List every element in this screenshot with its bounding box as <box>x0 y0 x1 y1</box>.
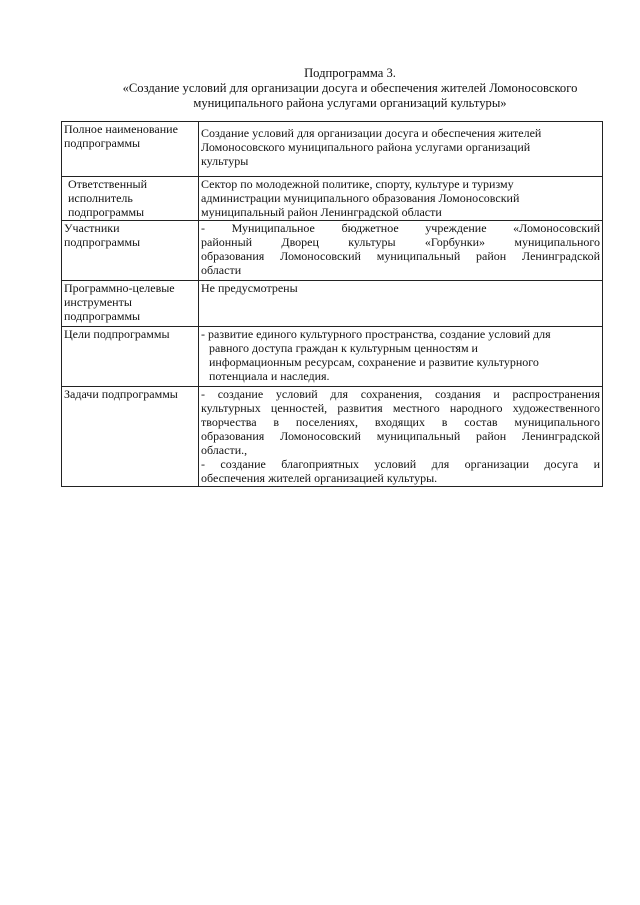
value-line: администрации муниципального образования Ломоносовский <box>201 191 520 205</box>
row-label-goals <box>62 327 199 387</box>
label-line: Задачи подпрограммы <box>64 387 178 401</box>
value-line: - создание условий для сохранения, создания и распространения <box>201 387 600 401</box>
row-label-instruments <box>62 281 199 327</box>
row-value-responsible <box>199 177 603 221</box>
row-label-full-name <box>62 122 199 177</box>
value-line: Сектор по молодежной политике, спорту, культуре и туризму <box>201 177 514 191</box>
row-value-instruments <box>199 281 603 327</box>
value-line: - Муниципальное бюджетное учреждение «Ломоносовский <box>201 221 600 235</box>
value-line: образования Ломоносовский муниципальный район Ленинградской <box>201 249 600 263</box>
value-line: Не предусмотрены <box>201 281 298 295</box>
table-row <box>62 387 603 487</box>
value-line: области., <box>201 443 248 457</box>
label-line: подпрограммы <box>64 235 141 249</box>
value-line: информационным ресурсам, сохранение и развитие культурного <box>209 355 539 369</box>
value-line: равного доступа граждан к культурным ценностям и <box>209 341 478 355</box>
value-line: творчества в поселениях, входящих в состав муниципального <box>201 415 600 429</box>
row-label-participants <box>62 221 199 281</box>
value-line: Ломоносовского муниципального района услугами организаций <box>201 140 531 154</box>
label-line: подпрограммы <box>68 205 145 219</box>
table-row <box>62 122 603 177</box>
label-line: исполнитель <box>68 191 133 205</box>
value-line: образования Ломоносовский муниципальный район Ленинградской <box>201 429 600 443</box>
row-label-tasks <box>62 387 199 487</box>
table-row <box>62 281 603 327</box>
value-line: культурных ценностей, развития местного народного художественного <box>201 401 600 415</box>
label-line: Полное наименование <box>64 122 178 136</box>
label-line: Участники <box>64 221 120 235</box>
subprogram-title-line-1: «Создание условий для организации досуга и обеспечения жителей Ломоносовского <box>122 81 578 95</box>
value-line: - создание благоприятных условий для организации досуга и <box>201 457 600 471</box>
subprogram-title-line-2: муниципального района услугами организаций культуры» <box>193 96 507 110</box>
row-value-tasks <box>199 387 603 487</box>
label-line: подпрограммы <box>64 309 141 323</box>
row-label-responsible <box>62 177 199 221</box>
value-line: - развитие единого культурного пространства, создание условий для <box>201 327 551 341</box>
value-line: культуры <box>201 154 249 168</box>
document-header <box>60 66 640 111</box>
row-value-participants <box>199 221 603 281</box>
subprogram-number: Подпрограмма 3. <box>304 66 396 80</box>
table-row <box>62 177 603 221</box>
label-line: Цели подпрограммы <box>64 327 170 341</box>
value-line: области <box>201 263 242 277</box>
subprogram-passport-table <box>61 121 603 487</box>
value-line: обеспечения жителей организацией культуры. <box>201 471 438 485</box>
label-line: Ответственный <box>68 177 148 191</box>
row-value-goals <box>199 327 603 387</box>
value-line: потенциала и наследия. <box>209 369 330 383</box>
label-line: Программно-целевые <box>64 281 175 295</box>
value-line: муниципальный район Ленинградской области <box>201 205 442 219</box>
table-row <box>62 327 603 387</box>
table-row <box>62 221 603 281</box>
label-line: подпрограммы <box>64 136 141 150</box>
row-value-full-name <box>199 122 603 177</box>
label-line: инструменты <box>64 295 132 309</box>
value-line: Создание условий для организации досуга и обеспечения жителей <box>201 126 542 140</box>
value-line: районный Дворец культуры «Горбунки» муниципального <box>201 235 600 249</box>
